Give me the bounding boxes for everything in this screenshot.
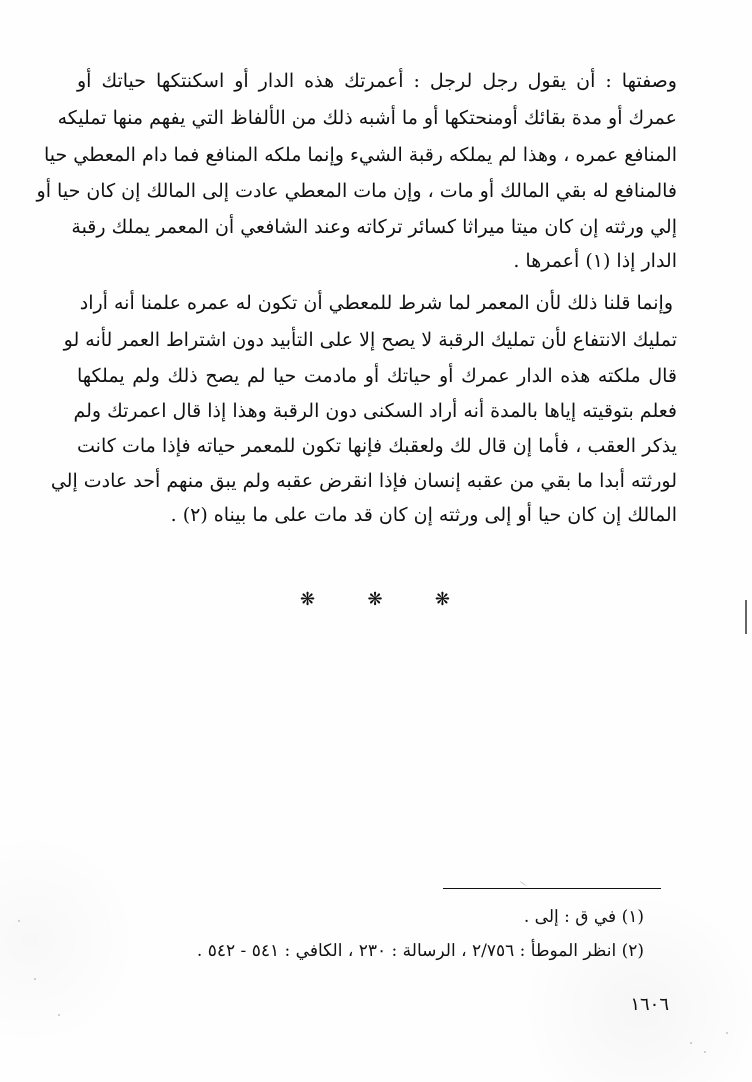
footnote-2: (٢) انظر الموطأ : ٢/٧٥٦ ، الرسالة : ٢٣٠ ، الكافي : ٥٤١ - ٥٤٢ . [196,941,644,961]
scan-speck [58,1014,60,1016]
paragraph-2-line-1: وإنما قلنا ذلك لأن المعمر لما شرط للمعطي أن تكون له عمره علمنا أنه أراد [79,292,673,314]
paragraph-2-line-5: يذكر العقب ، فأما إن قال لك ولعقبك فإنها تكون للمعمر حياته فإذا مات كانت [77,435,677,457]
paragraph-2-line-2: تمليك الانتفاع لأن تمليك الرقبة لا يصح إلا على التأبيد دون اشتراط العمر لأنه لو [63,329,677,351]
scan-speck [704,1051,706,1053]
paragraph-1-line-3: المنافع عمره ، وهذا لم يملكه رقبة الشيء وإنما ملكه المنافع فما دام المعطي حيا [43,144,677,166]
separator-star-icon: ❋ [300,589,316,610]
paragraph-2-line-3: قال ملكته هذه الدار عمرك أو حياتك أو مادمت حيا لم يصح ذلك ولم يملكها [77,365,677,387]
paragraph-2-line-4: فعلم بتوقيته إياها بالمدة أنه أراد السكنى دون الرقبة وهذا إذا قال اعمرتك ولم [73,400,677,422]
scan-speck [690,1042,692,1044]
footnote-divider [443,888,661,889]
section-separator [300,588,450,612]
scan-speck [34,978,36,980]
scan-speck [726,1032,728,1034]
separator-star-icon: ❋ [367,589,383,610]
footnote-1: (١) في ق : إلى . [523,907,644,927]
paragraph-1-line-5: إلي ورثته إن كان ميتا ميراثا كسائر تركاته وعند الشافعي أن المعمر يملك رقبة [71,216,677,238]
paragraph-2-line-6: لورثته أبدا ما بقي من عقبه إنسان فإذا انقرض عقبه ولم يبق منهم أحد عادت إلي [50,470,677,492]
scan-mark [519,881,526,886]
paragraph-1-line-4: فالمنافع له بقي المالك أو مات ، وإن مات المعطي عادت إلى المالك إن كان حيا أو [36,180,677,202]
paragraph-2-line-7: المالك إن كان حيا أو إلى ورثته إن كان قد مات على ما بيناه (٢) . [170,504,677,526]
scan-speck [18,920,20,922]
paragraph-1-line-6: الدار إذا (١) أعمرها . [513,250,677,272]
page-number: ١٦٠٦ [630,994,669,1015]
paragraph-1-line-2: عمرك أو مدة بقائك أومنحتكها أو ما أشبه ذلك من الألفاظ التي يفهم منها تمليكه [57,107,677,129]
separator-star-icon: ❋ [434,589,450,610]
scan-edge-mark [745,600,747,634]
paragraph-1-line-1: وصفتها : أن يقول رجل لرجل : أعمرتك هذه الدار أو اسكنتكها حياتك أو [77,70,677,92]
